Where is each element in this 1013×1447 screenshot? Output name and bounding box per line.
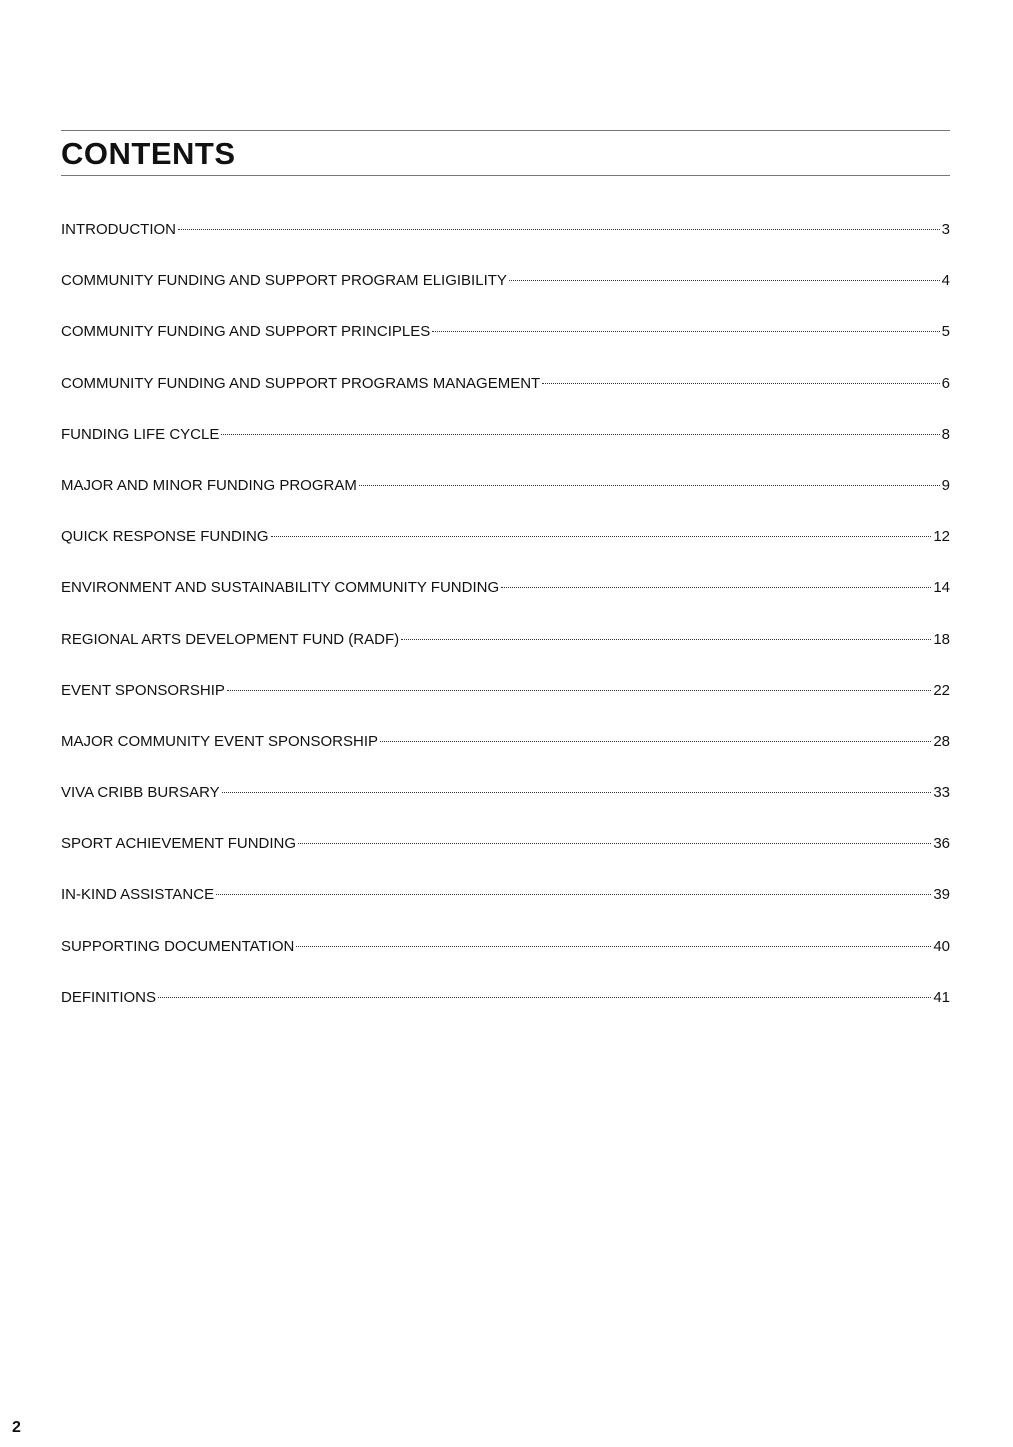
toc-leader-dots <box>509 280 940 281</box>
toc-entry-major-minor-funding[interactable] <box>61 475 950 526</box>
toc-entry-environment-sustainability[interactable] <box>61 577 950 628</box>
toc-entry-page: 8 <box>941 425 950 443</box>
toc-leader-dots <box>432 331 939 332</box>
toc-entry-page: 39 <box>933 886 950 904</box>
toc-leader-dots <box>158 997 931 998</box>
table-of-contents <box>61 219 950 1038</box>
toc-entry-viva-cribb-bursary[interactable] <box>61 782 950 833</box>
toc-leader-dots <box>298 843 931 844</box>
title-rule-bottom <box>61 175 950 176</box>
toc-entry-page: 33 <box>933 784 950 802</box>
toc-entry-page: 5 <box>941 323 950 341</box>
toc-entry-label: REGIONAL ARTS DEVELOPMENT FUND (RADF) <box>61 630 400 648</box>
toc-leader-dots <box>178 229 940 230</box>
toc-entry-label: DEFINITIONS <box>61 988 157 1006</box>
toc-entry-page: 12 <box>933 528 950 546</box>
toc-entry-label: SPORT ACHIEVEMENT FUNDING <box>61 835 297 853</box>
toc-entry-page: 14 <box>933 579 950 597</box>
toc-leader-dots <box>221 434 939 435</box>
toc-entry-label: MAJOR AND MINOR FUNDING PROGRAM <box>61 476 357 494</box>
toc-entry-page: 40 <box>933 937 950 955</box>
toc-entry-page: 28 <box>933 732 950 750</box>
page-title: CONTENTS <box>61 136 236 171</box>
toc-entry-page: 4 <box>941 272 950 290</box>
toc-entry-label: FUNDING LIFE CYCLE <box>61 425 220 443</box>
toc-entry-page: 22 <box>933 681 950 699</box>
toc-entry-quick-response-funding[interactable] <box>61 526 950 577</box>
toc-entry-introduction[interactable] <box>61 219 950 270</box>
toc-entry-in-kind-assistance[interactable] <box>61 884 950 935</box>
toc-leader-dots <box>271 536 932 537</box>
toc-entry-label: COMMUNITY FUNDING AND SUPPORT PROGRAM ELIGIBILITY <box>61 272 507 290</box>
toc-entry-page: 41 <box>933 988 950 1006</box>
toc-leader-dots <box>501 587 931 588</box>
toc-entry-page: 9 <box>941 476 950 494</box>
toc-leader-dots <box>542 383 939 384</box>
toc-entry-page: 18 <box>933 630 950 648</box>
toc-entry-page: 3 <box>941 221 950 238</box>
toc-entry-definitions[interactable] <box>61 987 950 1038</box>
toc-leader-dots <box>359 485 940 486</box>
toc-leader-dots <box>401 639 931 640</box>
title-rule-top <box>61 130 950 131</box>
toc-entry-funding-life-cycle[interactable] <box>61 424 950 475</box>
toc-entry-major-community-event-sponsorship[interactable] <box>61 731 950 782</box>
toc-entry-label: MAJOR COMMUNITY EVENT SPONSORSHIP <box>61 732 378 750</box>
toc-entry-label: INTRODUCTION <box>61 221 176 238</box>
toc-leader-dots <box>222 792 932 793</box>
toc-entry-supporting-documentation[interactable] <box>61 936 950 987</box>
toc-leader-dots <box>296 946 931 947</box>
toc-entry-page: 6 <box>941 374 950 392</box>
toc-entry-sport-achievement-funding[interactable] <box>61 833 950 884</box>
toc-entry-page: 36 <box>933 835 950 853</box>
toc-entry-support-principles[interactable] <box>61 321 950 372</box>
toc-leader-dots <box>227 690 931 691</box>
toc-leader-dots <box>380 741 931 742</box>
toc-entry-label: VIVA CRIBB BURSARY <box>61 784 220 802</box>
toc-entry-label: SUPPORTING DOCUMENTATION <box>61 937 295 955</box>
toc-entry-event-sponsorship[interactable] <box>61 680 950 731</box>
toc-entry-radf[interactable] <box>61 629 950 680</box>
toc-entry-label: ENVIRONMENT AND SUSTAINABILITY COMMUNITY FUNDING <box>61 579 500 597</box>
page-number: 2 <box>12 1419 21 1436</box>
toc-entry-label: QUICK RESPONSE FUNDING <box>61 528 269 546</box>
toc-entry-label: EVENT SPONSORSHIP <box>61 681 225 699</box>
toc-entry-programs-management[interactable] <box>61 373 950 424</box>
toc-entry-label: COMMUNITY FUNDING AND SUPPORT PROGRAMS MANAGEMENT <box>61 374 541 392</box>
toc-leader-dots <box>216 894 931 895</box>
toc-entry-program-eligibility[interactable] <box>61 270 950 321</box>
toc-entry-label: COMMUNITY FUNDING AND SUPPORT PRINCIPLES <box>61 323 431 341</box>
toc-entry-label: IN-KIND ASSISTANCE <box>61 886 215 904</box>
